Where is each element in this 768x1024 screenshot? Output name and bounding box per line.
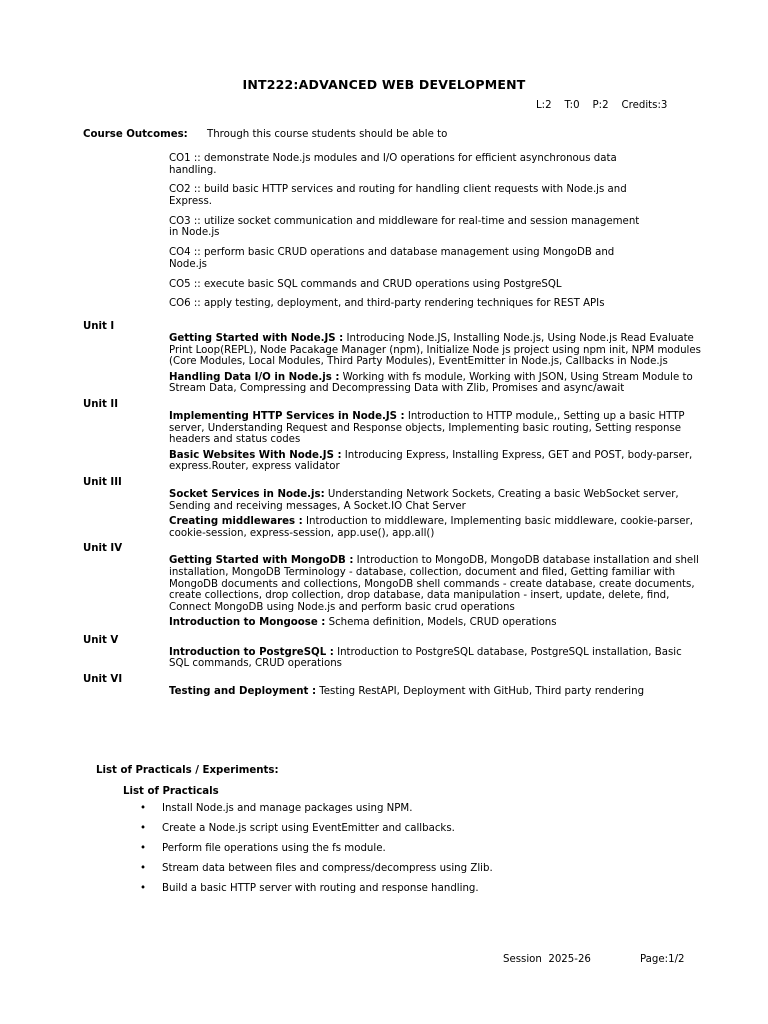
unit-2-label: Unit II [83,398,119,410]
topic-name: Socket Services in Node.js: [169,488,325,500]
unit-5-label: Unit V [83,634,119,646]
topic-text: Testing RestAPI, Deployment with GitHub, Third party rendering [316,686,645,698]
course-outcome-6: CO6 :: apply testing, deployment, and third-party rendering techniques for REST APIs [169,298,605,310]
bullet-icon: • [140,823,147,834]
course-outcome-5: CO5 :: execute basic SQL commands and CRUD operations using PostgreSQL [169,278,562,290]
practical-text: Stream data between files and compress/decompress using Zlib. [162,863,493,874]
footer-session: Session 2025-26 [503,954,591,965]
bullet-icon: • [140,863,147,874]
topic-text: Introducing Express, Installing Express, GET and POST, body-parser, express.Router, express validator [169,449,693,473]
topic-name: Creating middlewares : [169,516,303,528]
unit-5-topic-1 [169,647,703,670]
unit-2-topic-2 [169,450,703,473]
topic-name: Implementing HTTP Services in Node.JS : [169,410,405,422]
units-section [83,321,703,702]
practical-item [140,862,493,882]
topic-text: Introduction to PostgreSQL database, PostgreSQL installation, Basic SQL commands, CRUD operations [169,646,682,670]
topic-name: Introduction to PostgreSQL : [169,646,334,658]
unit-3-topic-1 [169,489,703,512]
credits-line: L:2 T:0 P:2 Credits:3 [536,100,668,111]
practicals-subheading: List of Practicals [123,786,219,797]
unit-6-label: Unit VI [83,674,123,686]
topic-text: Schema definition, Models, CRUD operations [325,617,557,629]
unit-2-topic-1 [169,411,703,446]
course-outcome-2: CO2 :: build basic HTTP services and routing for handling client requests with Node.js and Express. [169,184,627,207]
topic-text: Introduction to HTTP module,, Setting up a basic HTTP server, Understanding Request and Response objects, Implementing basic routing, Setting response headers and status codes [169,410,685,446]
unit-4-topic-2 [169,617,703,629]
unit-1-label: Unit I [83,321,115,332]
practical-item [140,842,493,862]
unit-6-topic-1 [169,686,703,698]
practical-item [140,822,493,842]
footer-page-number: Page:1/2 [640,954,685,965]
bullet-icon: • [140,883,147,894]
practical-text: Create a Node.js script using EventEmitter and callbacks. [162,823,455,834]
course-outcome-3: CO3 :: utilize socket communication and middleware for real-time and session management in Node.js [169,215,640,239]
practical-item [140,882,493,902]
bullet-icon: • [140,843,147,854]
topic-name: Testing and Deployment : [169,686,317,698]
topic-name: Introduction to Mongoose : [169,617,326,629]
unit-1-topic-1 [169,333,703,368]
unit-1-topic-2 [169,372,703,395]
practical-text: Install Node.js and manage packages using NPM. [162,803,413,814]
course-outcome-1: CO1 :: demonstrate Node.js modules and I/O operations for efficient asynchronous data handling. [169,153,617,176]
unit-4-topic-1 [169,555,703,613]
course-outcomes-intro: Through this course students should be able to [207,129,448,140]
bullet-icon: • [140,803,147,814]
topic-name: Basic Websites With Node.JS : [169,449,342,461]
topic-text: Working with fs module, Working with JSON, Using Stream Module to Stream Data, Compressing and Decompressing Data with Zlib, Promises and async/await [169,371,693,395]
unit-3-topic-2 [169,516,703,539]
practicals-heading: List of Practicals / Experiments: [96,765,279,776]
topic-name: Handling Data I/O in Node.js : [169,371,340,383]
page-title: INT222:ADVANCED WEB DEVELOPMENT [242,77,526,92]
topic-text: Introduction to middleware, Implementing basic middleware, cookie-parser, cookie-session, express-session, app.use(), app.all() [169,516,693,539]
practical-text: Build a basic HTTP server with routing and response handling. [162,883,479,894]
unit-4-label: Unit IV [83,543,123,555]
practical-text: Perform file operations using the fs module. [162,843,386,854]
course-outcome-4: CO4 :: perform basic CRUD operations and database management using MongoDB and Node.js [169,247,615,270]
topic-text: Understanding Network Sockets, Creating a basic WebSocket server, Sending and receiving messages, A Socket.IO Chat Server [169,488,679,512]
topic-text: Introduction to MongoDB, MongoDB database installation and shell installation, MongoDB Terminology - database, collection, document and filed, Getting familiar with MongoDB documents and collections, MongoDB shell commands - create database, create documents, create collections, drop collection, drop database, data manipulation - insert, update, delete, find, Connect MongoDB using Node.js and perform basic crud operations [169,555,699,613]
topic-text: Introducing Node.JS, Installing Node.js, Using Node.js Read Evaluate Print Loop(REPL), Node Pacakage Manager (npm), Initialize Node js project using npm init, NPM modules (Core Modules, Local Modules, Third Party Modules), EventEmitter in Node.js, Callbacks in Node.js [169,333,701,368]
course-outcomes-label: Course Outcomes: [83,129,188,140]
course-outcomes-list [169,153,649,318]
topic-name: Getting Started with MongoDB : [169,555,354,567]
practicals-list [140,802,493,902]
topic-name: Getting Started with Node.JS : [169,333,344,344]
practical-item [140,802,493,822]
unit-3-label: Unit III [83,476,122,488]
